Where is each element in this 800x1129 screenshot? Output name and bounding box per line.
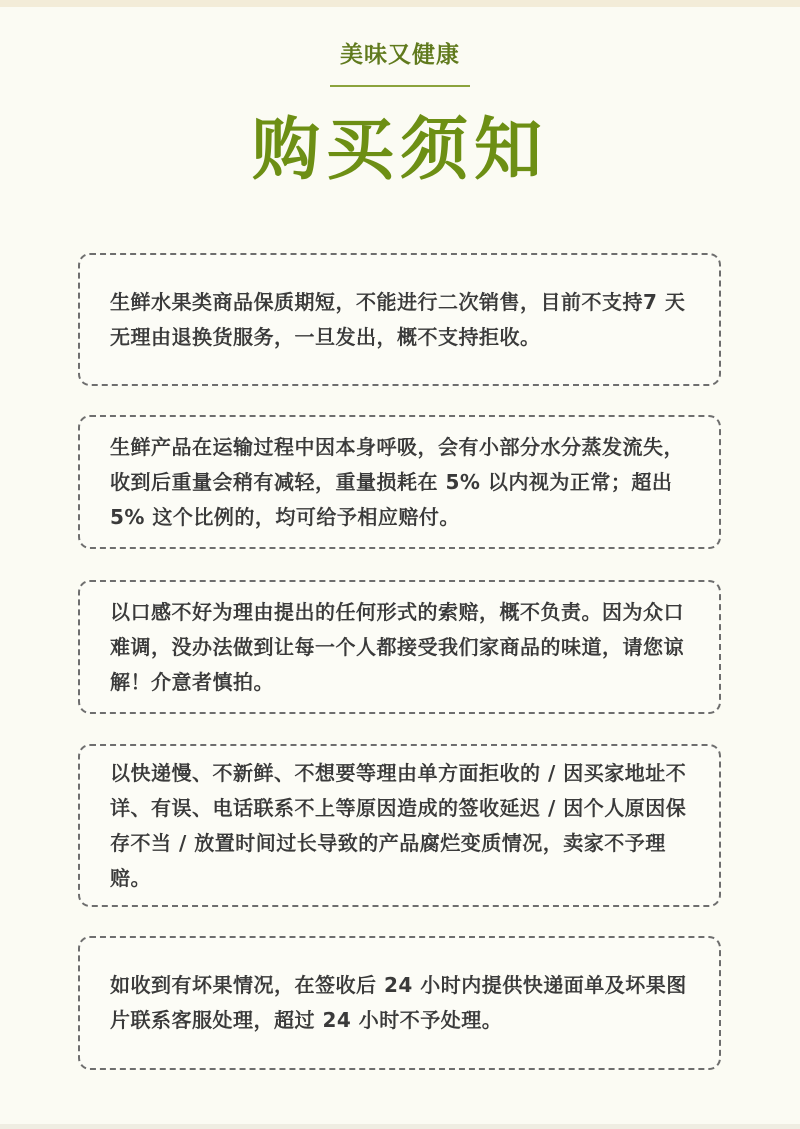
notice-text: 以快递慢、不新鲜、不想要等理由单方面拒收的 / 因买家地址不详、有误、电话联系不上等原因造成的签收延迟 / 因个人原因保存不当 / 放置时间过长导致的产品腐烂变质情况，卖家不予理赔。 (110, 760, 687, 890)
tagline-underline (330, 85, 470, 87)
notice-text: 以口感不好为理由提出的任何形式的索赔，概不负责。因为众口难调，没办法做到让每一个人都接受我们家商品的味道，请您谅解！介意者慎拍。 (110, 599, 684, 694)
notice-box-2 (78, 415, 721, 549)
notice-text: 生鲜水果类商品保质期短，不能进行二次销售，目前不支持7 天无理由退换货服务，一旦发出，概不支持拒收。 (110, 289, 686, 349)
notice-text: 如收到有坏果情况，在签收后 24 小时内提供快递面单及坏果图片联系客服处理，超过 24 小时不予处理。 (110, 973, 687, 1032)
notice-box-3 (78, 580, 721, 714)
header (0, 0, 800, 240)
tagline-text: 美味又健康 (340, 42, 460, 68)
page-title: 购买须知 (251, 110, 548, 190)
tagline (330, 38, 470, 88)
notice-box-4 (78, 744, 721, 907)
bottom-band (0, 1124, 800, 1129)
notice-box-1 (78, 253, 721, 386)
notice-box-5 (78, 936, 721, 1070)
notice-text: 生鲜产品在运输过程中因本身呼吸，会有小部分水分蒸发流失，收到后重量会稍有减轻，重量损耗在 5% 以内视为正常；超出 5% 这个比例的，均可给予相应赔付。 (110, 434, 684, 529)
